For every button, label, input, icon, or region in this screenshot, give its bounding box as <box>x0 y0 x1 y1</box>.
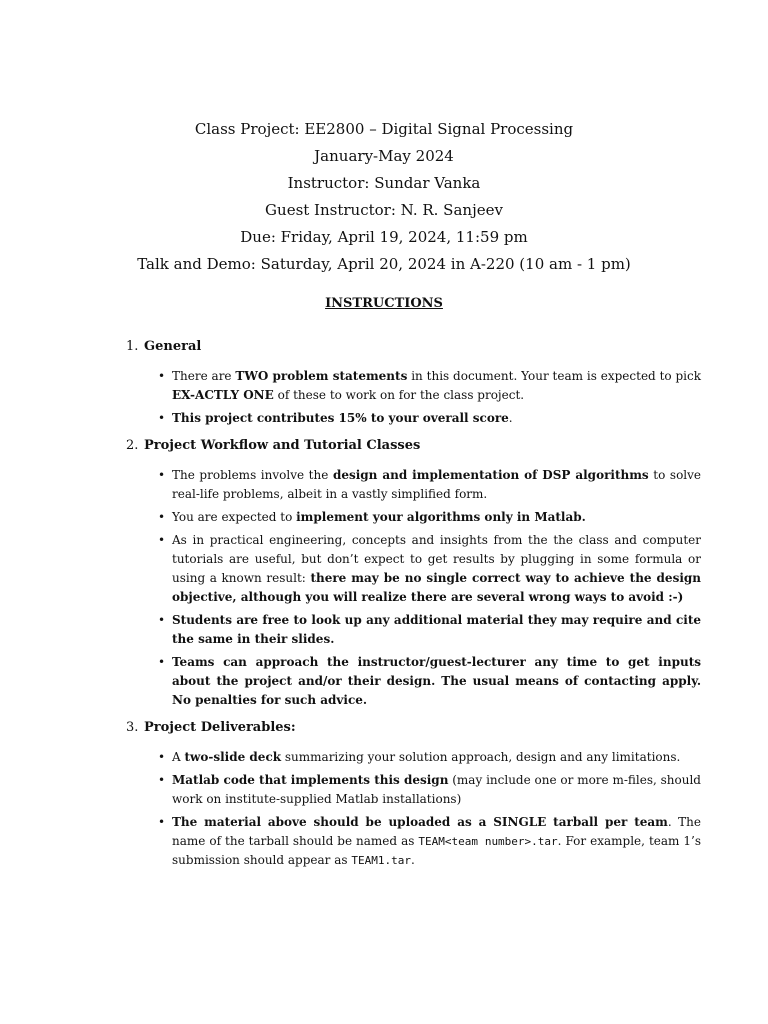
bold-text: design and implementation of DSP algorithms <box>332 468 649 482</box>
semester-line: January-May 2024 <box>314 147 454 165</box>
list-item <box>158 653 701 710</box>
title-colon: : <box>294 120 300 138</box>
bold-text: EX-ACTLY ONE <box>172 388 274 402</box>
bullet-icon: • <box>158 815 166 829</box>
text: The problems involve the <box>172 468 333 482</box>
instructions-heading: INSTRUCTIONS <box>325 296 443 311</box>
text: in this document. Your team is expected to pick <box>407 369 702 383</box>
text: You are expected to <box>172 510 297 524</box>
text: of these to work on for the class project. <box>273 388 525 402</box>
section-number: 3. <box>126 720 139 735</box>
bullet-icon: • <box>158 369 166 383</box>
section-deliverables <box>126 718 701 738</box>
bold-text: there may be no single correct way to achieve the design objective, although you will realize there are several wrong ways to avoid :-) <box>172 571 701 604</box>
text: summarizing your solution approach, design and any limitations. <box>281 750 681 764</box>
list-item <box>158 409 701 428</box>
list-item <box>158 367 702 405</box>
bullet-icon: • <box>158 773 166 787</box>
text: As in practical engineering, concepts and insights from the the class and computer tutorials are useful, but don’t expect to get results by plugging in some formula or using a known result: <box>172 533 701 585</box>
text: . <box>508 411 513 425</box>
instructions-list <box>126 337 701 878</box>
text: . For example, team 1’s submission should appear as <box>172 834 702 867</box>
list-item <box>158 466 702 504</box>
list-item <box>158 508 701 527</box>
code-text: TEAM<team number>.tar <box>418 835 558 848</box>
bold-text: This project contributes 15% to your overall score <box>172 411 509 425</box>
section-title: Project Deliverables: <box>144 720 296 735</box>
text: to solve real-life problems, albeit in a vastly simplified form. <box>172 468 702 501</box>
bold-text: TWO problem statements <box>235 369 408 383</box>
section-workflow <box>126 436 701 456</box>
list-item <box>158 771 701 809</box>
title-course: EE2800 – Digital Signal Processing <box>299 120 574 138</box>
bold-text: implement your algorithms only in Matlab. <box>296 510 586 524</box>
bold-text: two-slide deck <box>184 750 282 764</box>
bullet-icon: • <box>158 468 166 482</box>
bold-text: Teams can approach the instructor/guest-lecturer any time to get inputs about the project and/or their design. The usual means of contacting apply. No penalties for such advice. <box>172 655 701 707</box>
bullet-icon: • <box>158 411 166 425</box>
bold-text: The material above should be uploaded as a SINGLE tarball per team <box>172 815 668 829</box>
guest-instructor-line: Guest Instructor: N. R. Sanjeev <box>265 201 503 219</box>
text: There are <box>172 369 236 383</box>
bold-text: Students are free to look up any additional material they may require and cite the same in their slides. <box>172 613 701 646</box>
instructor-line: Instructor: Sundar Vanka <box>287 174 481 192</box>
list-item <box>158 748 701 767</box>
deliverables-items <box>126 748 701 870</box>
section-number: 1. <box>126 339 139 354</box>
bold-text: Matlab code that implements this design <box>172 773 449 787</box>
title-line <box>0 116 768 143</box>
section-general <box>126 337 701 357</box>
bullet-icon: • <box>158 655 166 669</box>
section-title: General <box>144 339 202 354</box>
due-date-line: Due: Friday, April 19, 2024, 11:59 pm <box>240 228 528 246</box>
text: . The name of the tarball should be named as <box>172 815 701 848</box>
section-number: 2. <box>126 438 139 453</box>
list-item <box>158 611 701 649</box>
bullet-icon: • <box>158 613 166 627</box>
bullet-icon: • <box>158 750 166 764</box>
list-item <box>158 813 702 870</box>
title-prefix: Class Project <box>194 120 295 138</box>
general-items <box>126 367 701 428</box>
section-title: Project Workflow and Tutorial Classes <box>144 438 421 453</box>
text: . <box>410 853 415 867</box>
text: (may include one or more m-files, should work on institute-supplied Matlab installations) <box>172 773 701 806</box>
workflow-items <box>126 466 701 710</box>
document-header <box>0 116 768 278</box>
bullet-icon: • <box>158 510 166 524</box>
bullet-icon: • <box>158 533 166 547</box>
code-text: TEAM1.tar <box>351 854 411 867</box>
list-item <box>158 531 701 607</box>
talk-demo-line: Talk and Demo: Saturday, April 20, 2024 in A-220 (10 am - 1 pm) <box>137 255 631 273</box>
text: A <box>172 750 185 764</box>
